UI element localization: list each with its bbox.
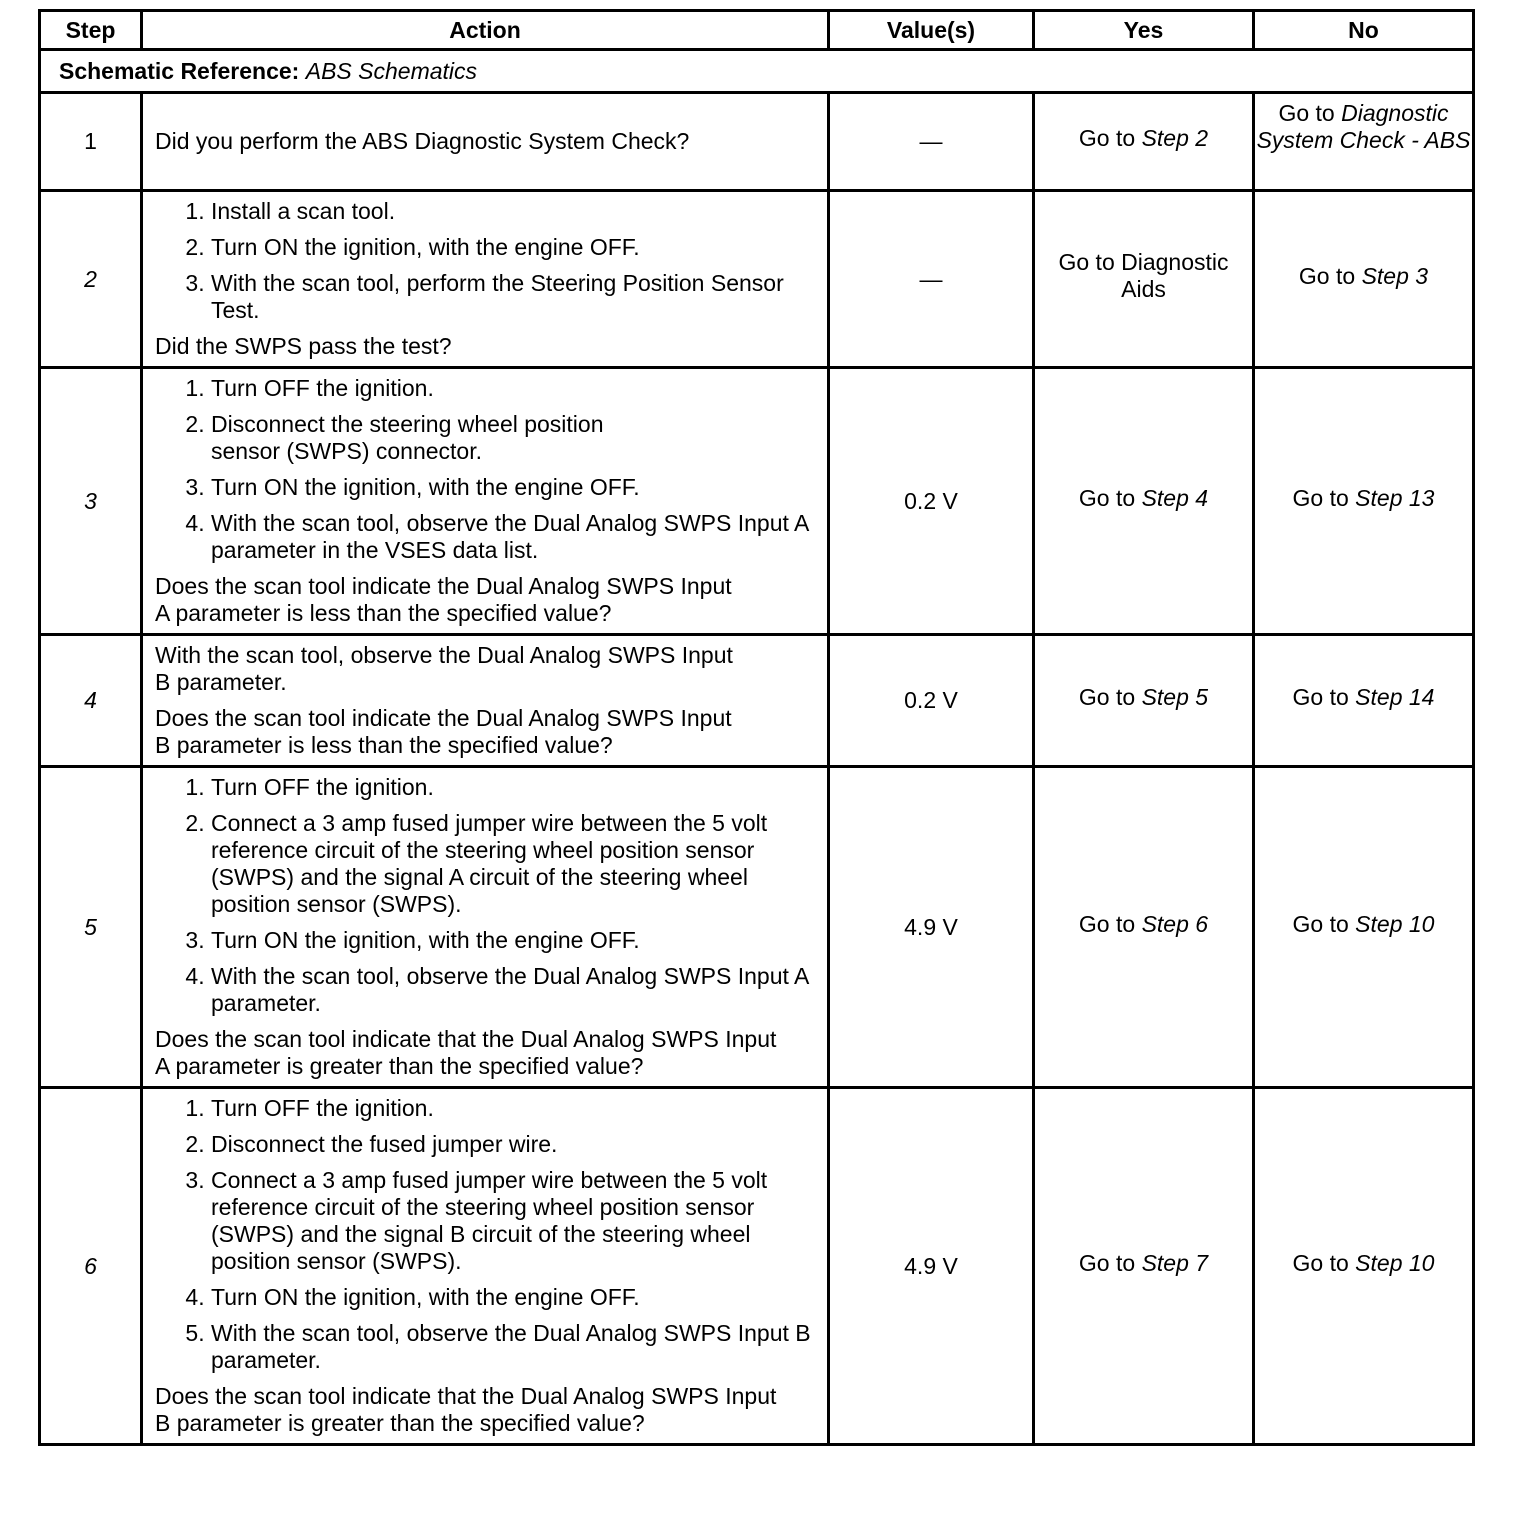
- yes-prefix: Go to: [1078, 1249, 1142, 1276]
- yes-prefix: Go to: [1078, 484, 1142, 511]
- yes-link: Step 4: [1141, 484, 1209, 511]
- header-step: Step: [40, 11, 142, 50]
- diagnostic-table: [38, 9, 1475, 1446]
- no-prefix: Go to: [1298, 262, 1362, 289]
- yes-prefix: Go to Diagnostic Aids: [1058, 249, 1229, 302]
- no-link: Step 14: [1355, 684, 1435, 710]
- yes-cell: [1034, 191, 1254, 368]
- yes-cell: [1034, 368, 1254, 635]
- header-yes: Yes: [1034, 11, 1254, 50]
- no-cell: [1254, 1088, 1474, 1445]
- value-cell: 0.2 V: [829, 635, 1034, 767]
- yes-link: Step 6: [1141, 910, 1209, 937]
- action-cell: [142, 93, 829, 191]
- value-cell: —: [829, 191, 1034, 368]
- action-cell: [142, 1088, 829, 1445]
- step-instructions: [155, 1095, 817, 1374]
- yes-cell: [1034, 1088, 1254, 1445]
- step-number: 3: [40, 368, 142, 635]
- yes-prefix: Go to: [1078, 684, 1142, 710]
- step-question: Does the scan tool indicate the Dual Analog SWPS Input B parameter is less than the specified value?: [155, 705, 732, 758]
- yes-link: Step 7: [1141, 1249, 1209, 1276]
- no-link: Step 10: [1355, 1249, 1435, 1276]
- no-cell: [1254, 93, 1474, 191]
- no-cell: [1254, 191, 1474, 368]
- instruction-item: 3. Turn ON the ignition, with the engine OFF.: [211, 927, 817, 954]
- step-intro: With the scan tool, observe the Dual Analog SWPS Input B parameter.: [155, 642, 733, 695]
- step-instructions: [155, 375, 817, 564]
- yes-cell: [1034, 635, 1254, 767]
- instruction-item: 1. Turn OFF the ignition.: [211, 375, 817, 402]
- yes-cell: [1034, 767, 1254, 1088]
- yes-prefix: Go to: [1078, 125, 1142, 151]
- step-number: 6: [40, 1088, 142, 1445]
- table-row: [40, 767, 1474, 1088]
- table-row: [40, 1088, 1474, 1445]
- no-link: Step 3: [1361, 262, 1429, 289]
- instruction-item: 2. Turn ON the ignition, with the engine OFF.: [211, 234, 817, 261]
- table-row: [40, 191, 1474, 368]
- instruction-item: 1. Turn OFF the ignition.: [211, 774, 817, 801]
- yes-prefix: Go to: [1078, 910, 1142, 937]
- no-cell: [1254, 368, 1474, 635]
- step-question: Does the scan tool indicate that the Dual Analog SWPS Input A parameter is greater than the specified value?: [155, 1026, 777, 1079]
- instruction-item: 4. With the scan tool, observe the Dual Analog SWPS Input A parameter.: [211, 963, 817, 1017]
- no-prefix: Go to: [1292, 684, 1356, 710]
- step-number: 1: [40, 93, 142, 191]
- step-instructions: [155, 198, 817, 324]
- yes-link: Step 2: [1141, 125, 1209, 151]
- table-row: [40, 93, 1474, 191]
- no-prefix: Go to: [1292, 1249, 1356, 1276]
- instruction-item: 2. Disconnect the steering wheel position sensor (SWPS) connector.: [211, 411, 817, 465]
- step-question: Does the scan tool indicate that the Dual Analog SWPS Input B parameter is greater than the specified value?: [155, 1383, 777, 1436]
- instruction-item: 3. With the scan tool, perform the Steering Position Sensor Test.: [211, 270, 817, 324]
- action-cell: [142, 191, 829, 368]
- schematic-link: ABS Schematics: [305, 57, 478, 84]
- no-link: Step 13: [1355, 484, 1435, 511]
- table-row: [40, 635, 1474, 767]
- instruction-item: 5. With the scan tool, observe the Dual Analog SWPS Input B parameter.: [211, 1320, 817, 1374]
- step-question: Did the SWPS pass the test?: [155, 333, 452, 359]
- instruction-item: 4. With the scan tool, observe the Dual Analog SWPS Input A parameter in the VSES data list.: [211, 510, 817, 564]
- schematic-label: Schematic Reference:: [59, 57, 300, 84]
- header-no: No: [1254, 11, 1474, 50]
- value-cell: 4.9 V: [829, 767, 1034, 1088]
- value-cell: 0.2 V: [829, 368, 1034, 635]
- yes-cell: [1034, 93, 1254, 191]
- instruction-item: 2. Connect a 3 amp fused jumper wire between the 5 volt reference circuit of the steering wheel position sensor (SWPS) and the signal A circuit of the steering wheel position sensor (SWPS).: [211, 810, 817, 918]
- step-number: 4: [40, 635, 142, 767]
- no-link: Diagnostic System Check - ABS: [1256, 100, 1471, 153]
- instruction-item: 2. Disconnect the fused jumper wire.: [211, 1131, 817, 1158]
- action-cell: [142, 635, 829, 767]
- step-question: Did you perform the ABS Diagnostic System Check?: [155, 128, 690, 154]
- no-cell: [1254, 767, 1474, 1088]
- value-cell: —: [829, 93, 1034, 191]
- yes-link: Step 5: [1141, 684, 1209, 710]
- step-number: 2: [40, 191, 142, 368]
- table-row: [40, 368, 1474, 635]
- header-values: Value(s): [829, 11, 1034, 50]
- instruction-item: 1. Install a scan tool.: [211, 198, 817, 225]
- value-cell: 4.9 V: [829, 1088, 1034, 1445]
- action-cell: [142, 767, 829, 1088]
- no-prefix: Go to: [1292, 910, 1356, 937]
- instruction-item: 3. Connect a 3 amp fused jumper wire between the 5 volt reference circuit of the steering wheel position sensor (SWPS) and the signal B circuit of the steering wheel position sensor (SWPS).: [211, 1167, 817, 1275]
- header-action: Action: [142, 11, 829, 50]
- header-row: [40, 11, 1474, 50]
- schematic-reference: [40, 50, 1474, 93]
- no-cell: [1254, 635, 1474, 767]
- no-link: Step 10: [1355, 910, 1435, 937]
- instruction-item: 1. Turn OFF the ignition.: [211, 1095, 817, 1122]
- instruction-item: 3. Turn ON the ignition, with the engine OFF.: [211, 474, 817, 501]
- step-number: 5: [40, 767, 142, 1088]
- no-prefix: Go to: [1278, 100, 1342, 126]
- action-cell: [142, 368, 829, 635]
- step-question: Does the scan tool indicate the Dual Analog SWPS Input A parameter is less than the specified value?: [155, 573, 732, 626]
- no-prefix: Go to: [1292, 484, 1356, 511]
- step-instructions: [155, 774, 817, 1017]
- instruction-item: 4. Turn ON the ignition, with the engine OFF.: [211, 1284, 817, 1311]
- schematic-row: [40, 50, 1474, 93]
